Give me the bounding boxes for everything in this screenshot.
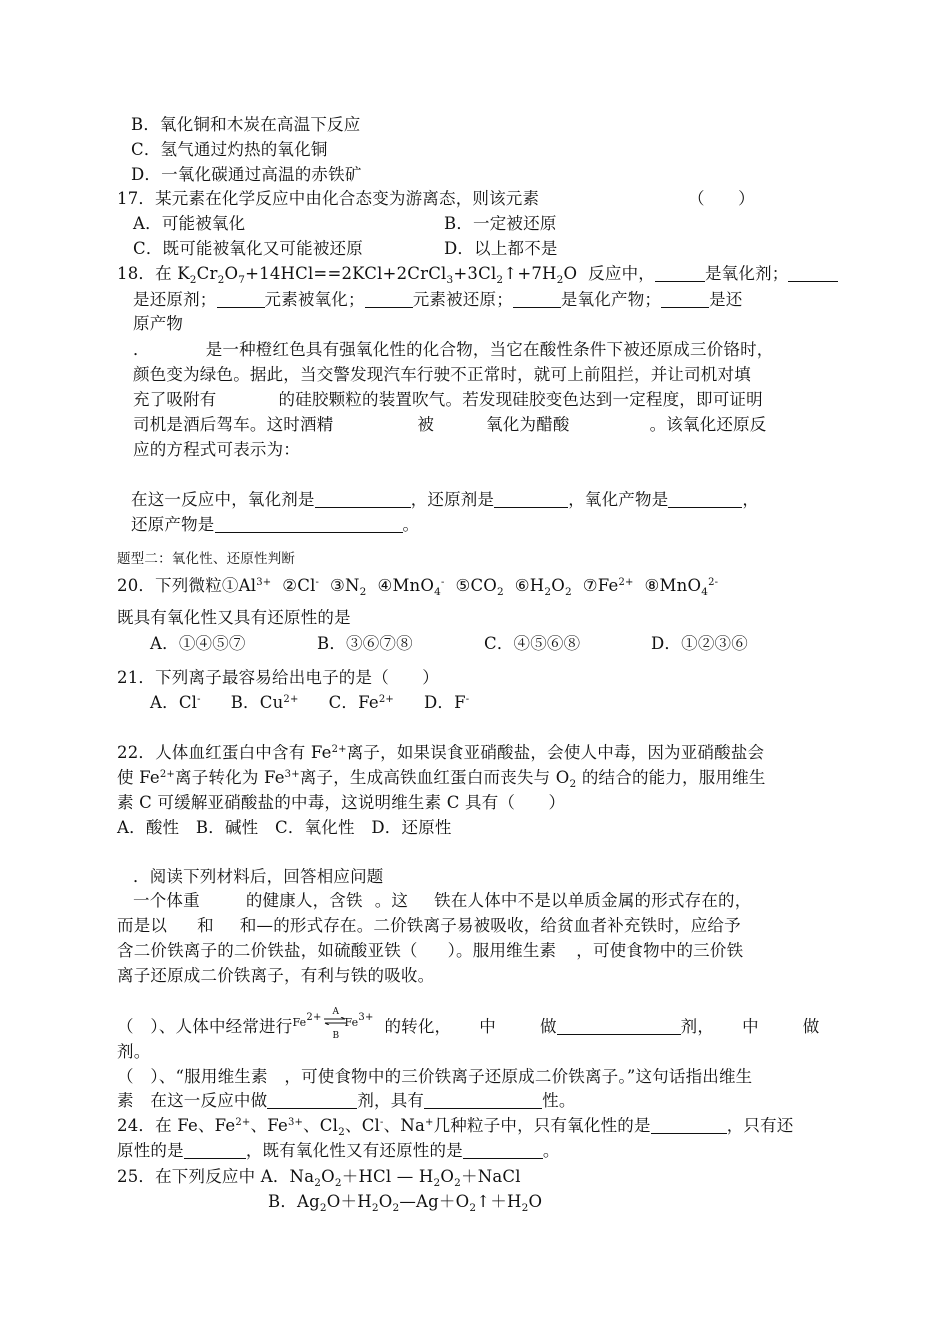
q18-line-3: 原产物 bbox=[133, 314, 184, 333]
q20-stem: 20．下列微粒$①Al^{3+}$ ②Cl- $③N_2$ ④MnO$_4$- $⑤CO_2$ $⑥H_2O_2$ $⑦Fe^{2+}$ ⑧MnO$_4^{2-}$ bbox=[117, 576, 719, 598]
q24-line-1: 24．在 Fe、$Fe^{2+}$、$Fe^{3+}$、$Cl_2$、Cl-、Na+几种粒子中，只有氧化性的是 ，只有还 bbox=[117, 1116, 794, 1138]
q20-ask: 既具有氧化性又具有还原性的是 bbox=[117, 608, 351, 627]
q19-blank-reductant[interactable] bbox=[494, 491, 568, 508]
q19-line-4: 司机是酒后驾车。这时酒精 被 氧化为醋酸 。该氧化还原反 bbox=[133, 415, 767, 434]
q23-blank-agent-type[interactable] bbox=[267, 1092, 357, 1109]
q19-line-2: 颜色变为绿色。据此，当交警发现汽车行驶不正常时，就可上前阻拦，并让司机对填 bbox=[133, 365, 751, 384]
fe-conversion-equation: $Fe^{2+}$ A B $Fe^{3+}$ bbox=[292, 1007, 374, 1041]
q23-line-3: 含二价铁离子的二价铁盐，如硫酸亚铁（ ）。服用维生素 ，可使食物中的三价铁 bbox=[117, 941, 744, 960]
q20-option-c: C．④⑤⑥⑧ bbox=[484, 634, 581, 653]
q17-option-b: B．一定被还原 bbox=[444, 214, 557, 233]
q25-line-2: B．$Ag_2O+H_2O_2—Ag+O_2↑+H_2O$ bbox=[268, 1192, 543, 1214]
q18-blank-reduced-element[interactable] bbox=[365, 291, 413, 308]
q22-options: A．酸性 B．碱性 C．氧化性 D．还原性 bbox=[117, 818, 452, 837]
q19-blank-reduction-product[interactable] bbox=[215, 516, 403, 533]
q19-line-5: 应的方程式可表示为： bbox=[133, 440, 300, 459]
q23-blank-property[interactable] bbox=[424, 1092, 542, 1109]
q22-line-1: 22．人体血红蛋白中含有 $Fe^{2+}$离子，如果误食亚硝酸盐，会使人中毒，因为亚硝酸盐会 bbox=[117, 743, 765, 762]
q20-option-b: B．③⑥⑦⑧ bbox=[317, 634, 413, 653]
q17-stem: 17．某元素在化学反应中由化合态变为游离态，则该元素 bbox=[117, 189, 540, 208]
q22-line-2: 使 $Fe^{2+}$离子转化为 $Fe^{3+}$离子，生成高铁血红蛋白而丧失与 $O_2$ 的结合的能力，服用维生 bbox=[117, 768, 766, 790]
q23-line-2: 而是以 和 和—的形式存在。二价铁离子易被吸收，给贫血者补充铁时，应给予 bbox=[117, 916, 741, 935]
q17-answer-paren: （ ） bbox=[688, 189, 755, 208]
q25-line-1: 25．在下列反应中 A．$Na_2O_2+HCl$ — $H_2O_2+NaCl$ bbox=[117, 1167, 521, 1189]
q21-stem: 21．下列离子最容易给出电子的是（ ） bbox=[117, 668, 439, 687]
q17-option-a: A．可能被氧化 bbox=[133, 214, 246, 233]
q19-line-6: 在这一反应中，氧化剂是 ，还原剂是 ，氧化产物是 ， bbox=[131, 490, 760, 509]
q23-blank-agent-1[interactable] bbox=[557, 1018, 681, 1035]
q18-blank-oxidant[interactable] bbox=[655, 265, 705, 282]
q17-option-d: D．以上都不是 bbox=[444, 239, 558, 258]
q19-blank-oxidant[interactable] bbox=[315, 491, 411, 508]
q23-line-1: 一个体重 的健康人，含铁 。这 铁在人体中不是以单质金属的形式存在的， bbox=[133, 891, 752, 910]
q22-line-3: 素 C 可缓解亚硝酸盐的中毒，这说明维生素 C 具有（ ） bbox=[117, 793, 566, 812]
q23-sub-1: （ ）、人体中经常进行 $Fe^{2+}$ A B $Fe^{3+}$ 的转化， 中 做 剂， 中 做 bbox=[117, 1007, 820, 1041]
q18-blank-oxidation-product[interactable] bbox=[513, 291, 561, 308]
q20-option-d: D．①②③⑥ bbox=[651, 634, 748, 653]
q18-blank-oxidized-element[interactable] bbox=[217, 291, 265, 308]
q19-line-3: 充了吸附有 的硅胶颗粒的装置吹气。若发现硅胶变色达到一定程度，即可证明 bbox=[133, 390, 763, 409]
q23-sub-1-end: 剂。 bbox=[117, 1042, 151, 1061]
reversible-arrow-icon bbox=[324, 1017, 346, 1025]
q23-sub-2-cont: 素 在这一反应中做 剂，具有 性。 bbox=[117, 1091, 576, 1110]
q23-sub-2: （ ）、“服用维生素 ，可使食物中的三价铁离子还原成二价铁离子。”这句话指出维生 bbox=[117, 1067, 753, 1086]
q19-line-1: ． 是一种橙红色具有强氧化性的化合物，当它在酸性条件下被还原成三价铬时， bbox=[133, 340, 774, 359]
q24-blank-only-reducing[interactable] bbox=[184, 1142, 246, 1159]
q21-options: A．Cl- B．$Cu^{2+}$ C．$Fe^{2+}$ D．F- bbox=[150, 693, 470, 712]
q18-number: 18．在 K bbox=[117, 264, 190, 283]
q20-option-a: A．①④⑤⑦ bbox=[150, 634, 246, 653]
q16-option-b: B．氧化铜和木炭在高温下反应 bbox=[131, 115, 361, 134]
q24-blank-both[interactable] bbox=[463, 1142, 543, 1159]
q18-line-2: 是还原剂； 元素被氧化； 元素被还原； 是氧化产物； 是还 bbox=[133, 290, 743, 309]
q19-blank-oxidation-product[interactable] bbox=[668, 491, 742, 508]
q16-option-d: D．一氧化碳通过高温的赤铁矿 bbox=[131, 165, 362, 184]
q24-line-2: 原性的是 ，既有氧化性又有还原性的是 。 bbox=[117, 1141, 560, 1160]
section-heading: 题型二：氧化性、还原性判断 bbox=[117, 551, 296, 567]
q19-line-7: 还原产物是 。 bbox=[131, 515, 420, 534]
q18-blank-reduction-product[interactable] bbox=[661, 291, 709, 308]
q16-option-c: C．氢气通过灼热的氧化铜 bbox=[131, 140, 328, 159]
q23-line-4: 离子还原成二价铁离子，有利与铁的吸收。 bbox=[117, 966, 435, 985]
q18-blank-reductant[interactable] bbox=[788, 265, 838, 282]
q17-option-c: C．既可能被氧化又可能被还原 bbox=[133, 239, 363, 258]
q24-blank-only-oxidizing[interactable] bbox=[651, 1117, 727, 1134]
q18-line-1: 18．在 $K_2Cr_2O_7+14HCl==2KCl+2CrCl_3+3Cl_2↑+7H_2O$ 反应中， 是氧化剂； bbox=[117, 263, 838, 285]
q23-title: ．阅读下列材料后，回答相应问题 bbox=[133, 867, 384, 886]
